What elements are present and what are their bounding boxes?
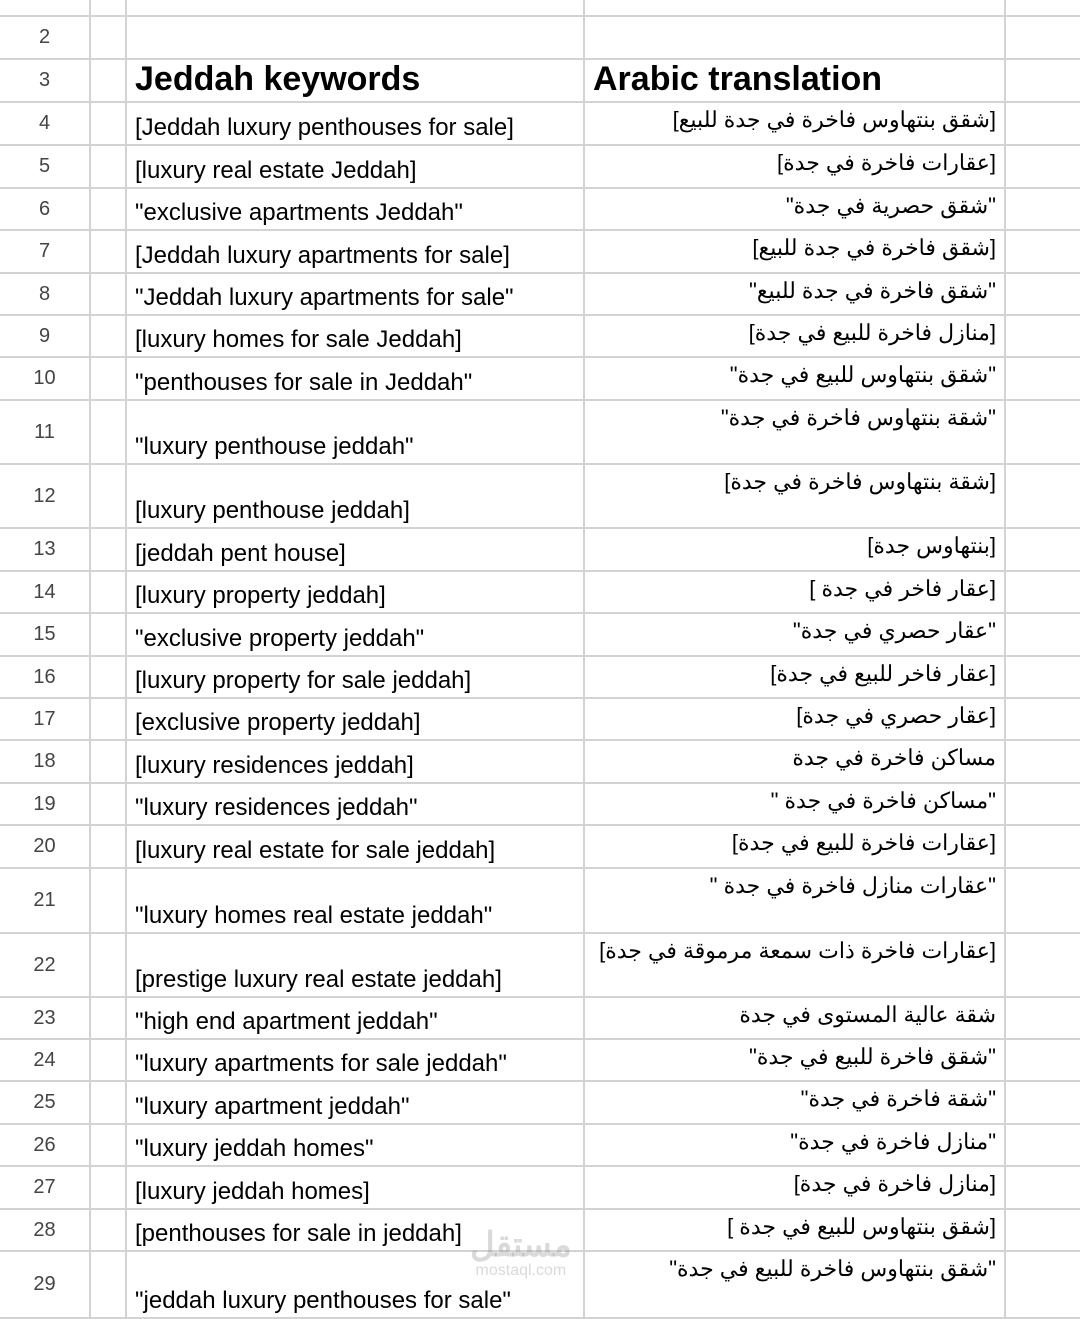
cell[interactable] [1006,1252,1080,1317]
translation-cell[interactable]: "شقق بنتهاوس فاخرة للبيع في جدة" [585,1252,1006,1317]
cell[interactable] [91,826,127,867]
row-number[interactable]: 11 [0,401,91,463]
sheet-row-partial [0,0,1080,17]
watermark-latin: mostaql.com [475,1262,567,1279]
cell[interactable] [1006,826,1080,867]
cell[interactable] [1006,60,1080,101]
cell[interactable] [91,1125,127,1165]
row-number[interactable]: 9 [0,316,91,356]
row-number[interactable]: 15 [0,614,91,655]
table-row [0,1040,1080,1082]
keyword-cell[interactable]: "Jeddah luxury apartments for sale" [127,274,585,314]
cell[interactable] [91,146,127,187]
table-row [0,826,1080,869]
cell[interactable] [91,60,127,101]
table-row [0,741,1080,784]
row-number[interactable]: 20 [0,826,91,867]
row-number[interactable]: 2 [0,17,91,58]
table-row [0,358,1080,401]
cell[interactable] [91,358,127,399]
cell[interactable] [91,17,127,58]
translation-cell[interactable]: "عقارات منازل فاخرة في جدة " [585,869,1006,932]
translation-cell[interactable]: "شقق فاخرة في جدة للبيع" [585,274,1006,314]
cell[interactable] [127,0,585,15]
translation-cell[interactable]: [شقة بنتهاوس فاخرة في جدة] [585,465,1006,527]
translation-cell[interactable]: شقة عالية المستوى في جدة [585,998,1006,1038]
table-row [0,614,1080,657]
table-row [0,146,1080,189]
keyword-cell[interactable]: [luxury property for sale jeddah] [127,657,585,697]
cell[interactable] [1006,1125,1080,1165]
translation-cell[interactable]: "منازل فاخرة في جدة" [585,1125,1006,1165]
cell[interactable] [1006,316,1080,356]
translation-cell[interactable]: [عقارات فاخرة ذات سمعة مرموقة في جدة] [585,934,1006,996]
translation-cell[interactable]: "عقار حصري في جدة" [585,614,1006,655]
cell[interactable] [1006,869,1080,932]
row-number[interactable]: 6 [0,189,91,229]
cell[interactable] [585,0,1006,15]
table-row [0,869,1080,934]
row-number[interactable]: 21 [0,869,91,932]
row-number[interactable]: 5 [0,146,91,187]
row-number[interactable]: 7 [0,231,91,272]
row-number[interactable]: 14 [0,572,91,612]
cell[interactable] [91,1252,127,1317]
table-row [0,316,1080,358]
keyword-cell[interactable]: "luxury residences jeddah" [127,784,585,824]
keyword-cell[interactable]: [luxury property jeddah] [127,572,585,612]
keyword-cell[interactable]: [Jeddah luxury apartments for sale] [127,231,585,272]
row-number[interactable]: 26 [0,1125,91,1165]
translation-cell[interactable]: [شقق فاخرة في جدة للبيع] [585,231,1006,272]
cell[interactable] [91,529,127,570]
cell[interactable] [91,614,127,655]
cell[interactable] [91,1040,127,1080]
cell[interactable] [1006,784,1080,824]
row-number[interactable]: 3 [0,60,91,101]
cell[interactable] [1006,401,1080,463]
cell[interactable] [1006,1167,1080,1208]
translation-cell[interactable]: [بنتهاوس جدة] [585,529,1006,570]
keyword-cell[interactable]: "luxury apartments for sale jeddah" [127,1040,585,1080]
table-row [0,1125,1080,1167]
translation-cell[interactable]: [عقار فاخر للبيع في جدة] [585,657,1006,697]
translation-cell[interactable]: "شقة فاخرة في جدة" [585,1082,1006,1123]
cell[interactable] [1006,1210,1080,1250]
cell[interactable] [91,699,127,739]
cell[interactable] [1006,572,1080,612]
cell[interactable] [91,401,127,463]
keyword-cell[interactable]: [jeddah pent house] [127,529,585,570]
cell[interactable] [91,274,127,314]
translation-cell[interactable]: "شقة بنتهاوس فاخرة في جدة" [585,401,1006,463]
header-translation[interactable]: Arabic translation [585,60,1006,101]
table-row [0,934,1080,998]
cell[interactable] [1006,529,1080,570]
keyword-cell[interactable]: [penthouses for sale in jeddah] [127,1210,585,1250]
table-row [0,699,1080,741]
table-row [0,784,1080,826]
keyword-cell[interactable]: "penthouses for sale in Jeddah" [127,358,585,399]
table-row [0,465,1080,529]
cell[interactable] [91,189,127,229]
table-row [0,274,1080,316]
translation-cell[interactable]: "شقق حصرية في جدة" [585,189,1006,229]
cell[interactable] [91,1210,127,1250]
cell[interactable] [1006,998,1080,1038]
table-row [0,572,1080,614]
keyword-cell[interactable]: [exclusive property jeddah] [127,699,585,739]
cell[interactable] [1006,699,1080,739]
cell[interactable] [91,998,127,1038]
table-row [0,189,1080,231]
cell[interactable] [1006,231,1080,272]
translation-cell[interactable]: [منازل فاخرة للبيع في جدة] [585,316,1006,356]
translation-cell[interactable]: [عقار حصري في جدة] [585,699,1006,739]
row-number[interactable]: 12 [0,465,91,527]
cell[interactable] [1006,103,1080,144]
cell[interactable] [1006,17,1080,58]
keyword-cell[interactable]: "jeddah luxury penthouses for sale" [127,1252,585,1317]
row-number[interactable]: 10 [0,358,91,399]
translation-cell[interactable]: [شقق بنتهاوس فاخرة في جدة للبيع] [585,103,1006,144]
keyword-cell[interactable]: [luxury jeddah homes] [127,1167,585,1208]
sheet-row-2 [0,17,1080,60]
keyword-cell[interactable]: [Jeddah luxury penthouses for sale] [127,103,585,144]
cell[interactable] [91,784,127,824]
cell[interactable] [1006,189,1080,229]
table-row [0,401,1080,465]
cell[interactable] [1006,274,1080,314]
row-number[interactable]: 27 [0,1167,91,1208]
table-row [0,1210,1080,1252]
cell[interactable] [91,231,127,272]
keyword-cell[interactable]: "luxury homes real estate jeddah" [127,869,585,932]
keyword-cell[interactable]: [luxury real estate for sale jeddah] [127,826,585,867]
cell[interactable] [91,316,127,356]
cell[interactable] [91,741,127,782]
watermark-arabic: مستقل [470,1226,572,1264]
row-number[interactable]: 28 [0,1210,91,1250]
keyword-cell[interactable]: "exclusive property jeddah" [127,614,585,655]
keyword-cell[interactable]: "luxury penthouse jeddah" [127,401,585,463]
keyword-cell[interactable]: "high end apartment jeddah" [127,998,585,1038]
cell[interactable] [91,657,127,697]
table-row [0,1252,1080,1319]
table-row [0,529,1080,572]
translation-cell[interactable]: [شقق بنتهاوس للبيع في جدة ] [585,1210,1006,1250]
table-row [0,657,1080,699]
cell[interactable] [1006,358,1080,399]
cell[interactable] [127,17,585,58]
cell[interactable] [585,17,1006,58]
row-number[interactable]: 22 [0,934,91,996]
cell[interactable] [91,869,127,932]
row-number[interactable]: 25 [0,1082,91,1123]
translation-cell[interactable]: "شقق بنتهاوس للبيع في جدة" [585,358,1006,399]
row-number[interactable]: 8 [0,274,91,314]
translation-cell[interactable]: [عقارات فاخرة في جدة] [585,146,1006,187]
cell[interactable] [1006,146,1080,187]
header-keywords[interactable]: Jeddah keywords [127,60,585,101]
translation-cell[interactable]: [عقارات فاخرة للبيع في جدة] [585,826,1006,867]
translation-cell[interactable]: "مساكن فاخرة في جدة " [585,784,1006,824]
cell[interactable] [91,465,127,527]
translation-cell[interactable]: "شقق فاخرة للبيع في جدة" [585,1040,1006,1080]
keyword-cell[interactable]: [luxury homes for sale Jeddah] [127,316,585,356]
row-number[interactable]: 23 [0,998,91,1038]
cell[interactable] [1006,0,1080,15]
cell[interactable] [1006,741,1080,782]
cell[interactable] [1006,465,1080,527]
cell[interactable] [91,572,127,612]
row-number[interactable] [0,0,91,15]
keyword-cell[interactable]: [luxury penthouse jeddah] [127,465,585,527]
keyword-cell[interactable]: [luxury residences jeddah] [127,741,585,782]
table-row [0,103,1080,146]
cell[interactable] [1006,1082,1080,1123]
keyword-cell[interactable]: [luxury real estate Jeddah] [127,146,585,187]
cell[interactable] [1006,1040,1080,1080]
cell[interactable] [91,1082,127,1123]
row-number[interactable]: 13 [0,529,91,570]
cell[interactable] [91,103,127,144]
translation-cell[interactable]: مساكن فاخرة في جدة [585,741,1006,782]
cell[interactable] [1006,657,1080,697]
row-number[interactable]: 16 [0,657,91,697]
table-row [0,1082,1080,1125]
keyword-cell[interactable]: [prestige luxury real estate jeddah] [127,934,585,996]
cell[interactable] [91,934,127,996]
cell[interactable] [1006,614,1080,655]
cell[interactable] [1006,934,1080,996]
row-number[interactable]: 18 [0,741,91,782]
translation-cell[interactable]: [عقار فاخر في جدة ] [585,572,1006,612]
row-number[interactable]: 19 [0,784,91,824]
row-number[interactable]: 17 [0,699,91,739]
row-number[interactable]: 4 [0,103,91,144]
row-number[interactable]: 24 [0,1040,91,1080]
keyword-cell[interactable]: "exclusive apartments Jeddah" [127,189,585,229]
header-row [0,60,1080,103]
keyword-cell[interactable]: "luxury apartment jeddah" [127,1082,585,1123]
cell[interactable] [91,0,127,15]
keyword-cell[interactable]: "luxury jeddah homes" [127,1125,585,1165]
row-number[interactable]: 29 [0,1252,91,1317]
translation-cell[interactable]: [منازل فاخرة في جدة] [585,1167,1006,1208]
table-row [0,231,1080,274]
cell[interactable] [91,1167,127,1208]
table-row [0,998,1080,1040]
table-row [0,1167,1080,1210]
